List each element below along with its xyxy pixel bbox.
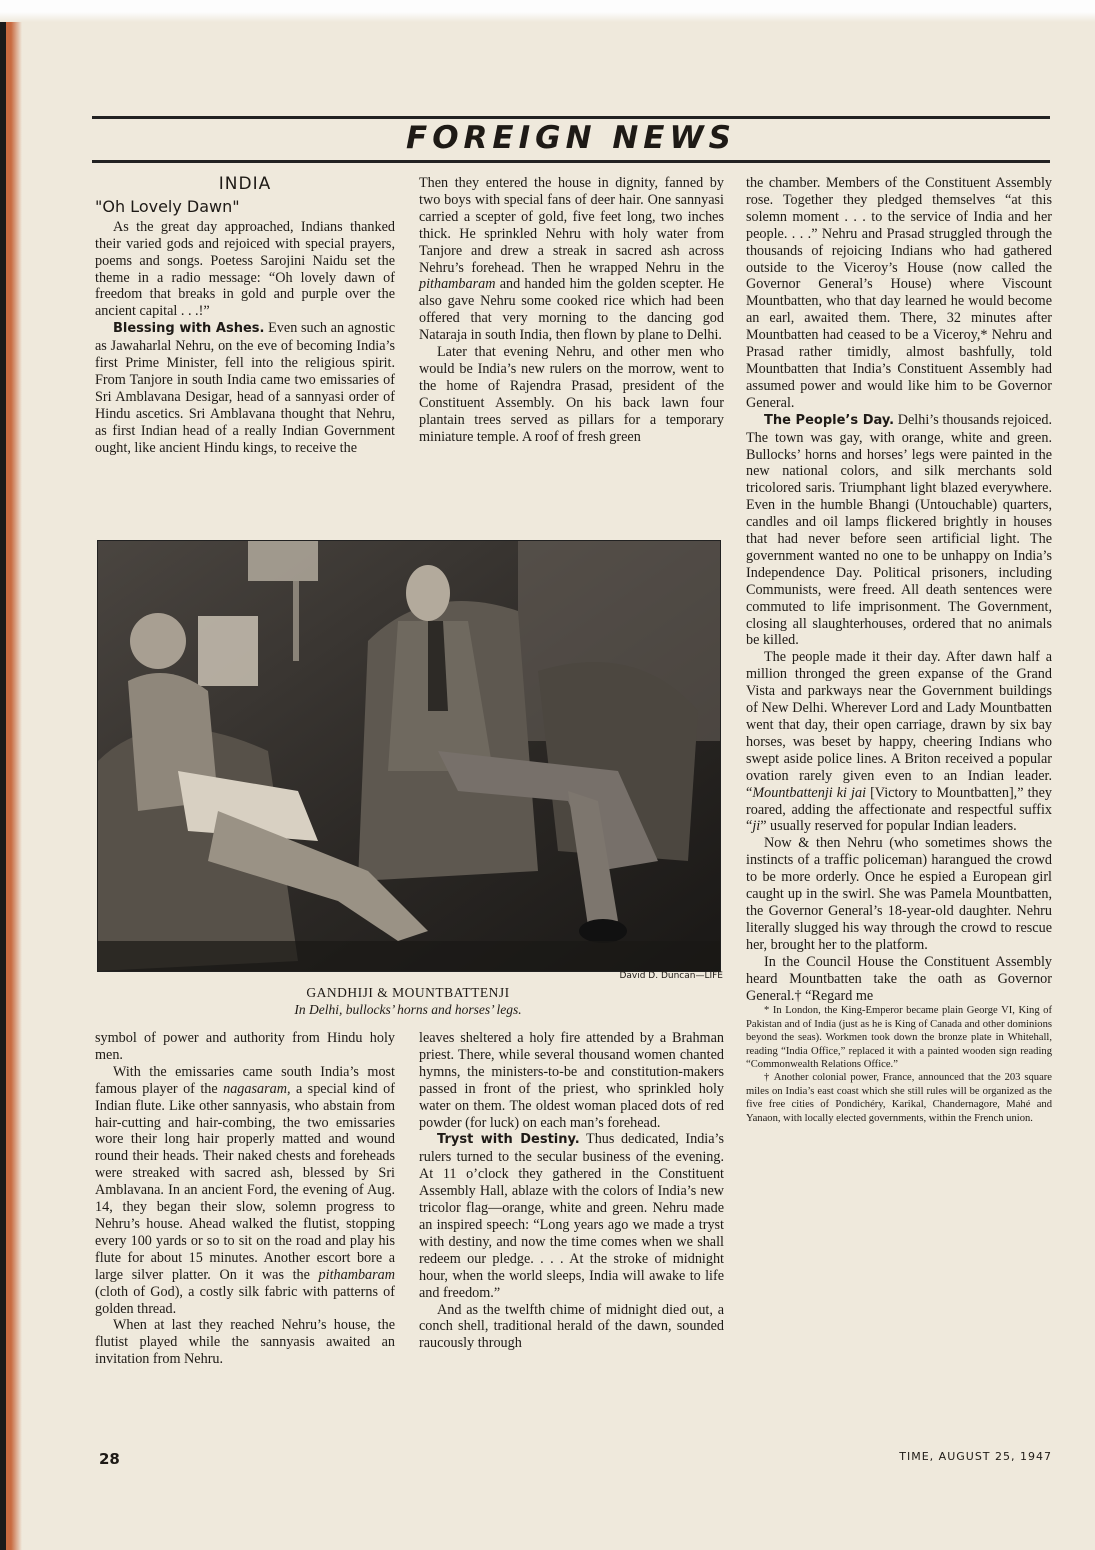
- paragraph-text: , a special kind of Indian flute. Like other sannyasis, who abstain from hair-cutting and hair-combing, the two emissaries wore their long hair properly matted and wound round their heads. Their naked chests and foreheads were streaked with sacred ash, blessed by Sri Amblavana. In an ancient Ford, the evening of Aug. 14, they began their slow, solemn progress to Nehru’s house. Ahead walked the flutist, stopping every 100 yards or so to sit on the road and play his flute for about 15 minutes. Another escort bore a large silver platter. On it was the: [95, 1080, 395, 1283]
- paragraph: [419, 1131, 724, 1301]
- italic-term: ji: [752, 818, 761, 835]
- photo-caption-text: In Delhi, bullocks’ horns and horses’ legs.: [294, 1002, 522, 1017]
- section-title: FOREIGN NEWS: [406, 120, 736, 156]
- italic-term: Mountbattenji ki jai: [752, 784, 867, 801]
- column-2-top: [419, 175, 724, 446]
- publication-footer: TIME, AUGUST 25, 1947: [899, 1450, 1052, 1463]
- paragraph: [419, 175, 724, 344]
- page-number: 28: [99, 1450, 120, 1468]
- country-heading: INDIA: [218, 174, 272, 194]
- paragraph: symbol of power and authority from Hindu holy men.: [95, 1030, 395, 1063]
- subheading: The People’s Day.: [764, 412, 895, 428]
- paragraph-text: The people made it their day. After dawn half a million thronged the green expanse of the Grand Vista and parkways near the Government buildings of New Delhi. Wherever Lord and Lady Mountbatten went that day, their open carriage, drawn by six bay horses, was beset by happy, cheering Indians who swept aside police lines. A Briton received a popular ovation rarely given even to an Indian leader. “: [746, 649, 1052, 801]
- column-1-bottom: [95, 1030, 395, 1368]
- paragraph: the chamber. Members of the Constituent Assembly rose. Together they pledged themselves “at this solemn moment . . . to the service of India and her people. . . .” Nehru and Prasad struggled through the thousands of rejoicing Indians who had gathered outside to the Viceroy’s House (now called the Governor General’s House) where Viscount Mountbatten, who that day learned he would become an earl, awaited them. There, 32 minutes after Mountbatten had ceased to be a Viceroy,* Nehru and Prasad rather timidly, almost bashfully, told Mountbatten that India’s Constituent Assembly had assumed power and would like him to be Governor General.: [746, 175, 1052, 411]
- paragraph: [95, 320, 395, 456]
- paragraph: And as the twelfth chime of midnight died out, a conch shell, traditional herald of the dawn, sounded raucously through: [419, 1301, 724, 1352]
- page-edge-top: [0, 0, 1095, 22]
- paragraph: When at last they reached Nehru’s house, the flutist played while the sannyasis awaited an invitation from Nehru.: [95, 1317, 395, 1368]
- subheading: Blessing with Ashes.: [113, 321, 265, 337]
- column-2-bottom: [419, 1030, 724, 1352]
- italic-term: nagasaram: [223, 1080, 287, 1097]
- paragraph: Later that evening Nehru, and other men who would be India’s new rulers on the morrow, went to the home of Rajendra Prasad, president of the Constituent Assembly. On his back lawn four plantain trees served as pillars for a temporary miniature temple. A roof of fresh green: [419, 344, 724, 445]
- paragraph-text: and handed him the golden scepter. He also gave Nehru some cooked rice which had been offered that very morning to the dancing god Nataraja in south India, then flown by plane to Delhi.: [419, 276, 724, 344]
- paragraph-text: With the emissaries came south India’s most famous player of the: [95, 1063, 395, 1097]
- paragraph: As the great day approached, Indians thanked their varied gods and rejoiced with special prayers, poems and songs. Poetess Sarojini Naidu set the theme in a radio message: “Oh lovely dawn of freedom that breaks in gold and purple over the ancient capital . . .!”: [95, 218, 395, 320]
- paragraph: Now & then Nehru (who sometimes shows the instincts of a traffic policeman) harangued the crowd to be more orderly. Once he espied a European girl caught up in the swirl. She was Pamela Mountbatten, the Governor General’s 18-year-old daughter. Nehru literally slugged his way through the crowd to rescue her, brought her to the platform.: [746, 835, 1052, 953]
- paragraph-text: Thus dedicated, India’s rulers turned to the secular business of the evening. At 11 o’clock they gathered in the Constituent Assembly Hall, ablaze with the colors of India’s new tricolor flag—orange, white and green. Nehru made an inspired speech: “Long years ago we made a tryst with destiny, and now the time comes when we shall redeem our pledge. . . . At the stroke of midnight hour, when the world sleeps, India will awake to life and freedom.”: [419, 1131, 724, 1301]
- paragraph: leaves sheltered a holy fire attended by a Brahman priest. There, while several thousand women chanted hymns, the ministers-to-be and constitution-makers passed in front of the priest, who sprinkled holy water on them. The oldest woman placed dots of red powder (for luck) on each man’s forehead.: [419, 1030, 724, 1131]
- photo-caption-title: GANDHIJI & MOUNTBATTENJI: [306, 985, 510, 1000]
- photo-illustration: [98, 541, 720, 971]
- italic-term: pithambaram: [419, 276, 496, 293]
- paragraph-text: Even such an agnostic as Jawaharlal Nehru, on the eve of becoming India’s first Prime Minister, fell into the religious spirit. From Tanjore in south India came two emissaries of Sri Amblavana Desigar, head of a sannyasi order of Hindu ascetics. Sri Amblavana thought that Nehru, as first Indian head of a really Indian Government ought, like ancient Hindu kings, to receive the: [95, 320, 395, 456]
- photo-credit: David D. Duncan—LIFE: [619, 971, 723, 981]
- photograph: [97, 540, 721, 972]
- paragraph-text: Then they entered the house in dignity, fanned by two boys with special fans of deer hair. One sannyasi carried a scepter of gold, five feet long, two inches thick. He sprinkled Nehru with holy water from Tanjore and drew a streak in sacred ash across Nehru’s forehead. Then he wrapped Nehru in the: [419, 175, 724, 276]
- paragraph-text: [Victory to Mountbatten],” they roared, adding the affectionate and respectful suffix “: [746, 784, 1052, 835]
- italic-term: pithambaram: [318, 1266, 395, 1283]
- header-rule-bottom: [92, 160, 1050, 163]
- paragraph-text: ” usually reserved for popular Indian leaders.: [760, 818, 1017, 835]
- article-headline: "Oh Lovely Dawn": [95, 196, 240, 216]
- footnote: † Another colonial power, France, announced that the 203 square miles on India’s east coast which she still rules will be organized as the five free cities of Pondichéry, Karikal, Chandernagore, Mahé and Yanaon, with locally elected governments, within the French union.: [746, 1072, 1052, 1124]
- paragraph-text: Delhi’s thousands rejoiced. The town was gay, with orange, white and green. Bullocks’ horns and horses’ legs were painted in the new national colors, and silk merchants sold tricolored saris. Triumphant light blazed everywhere. Even in the humble Bhangi (Untouchable) quarters, candles and oil lamps flickered brightly in houses that had never before seen artificial light. The government wanted no one to be unhappy on India’s Independence Day. Political prisoners, including Communists, were freed. All death sentences were commuted to life imprisonment. The Government, closing all slaughterhouses, ordered that no animals be killed.: [746, 411, 1053, 649]
- column-3: [746, 175, 1052, 1125]
- paragraph: [95, 1064, 395, 1318]
- paragraph: [746, 649, 1052, 835]
- footnote: * In London, the King-Emperor became plain George VI, King of Pakistan and of India (just as he is King of Canada and other dominions beyond the seas). Workmen took down the bronze plate in Whitehall, reading “India Office,” replaced it with a painted wooden sign reading “Commonwealth Relations Office.”: [746, 1005, 1052, 1071]
- subheading: Tryst with Destiny.: [437, 1132, 580, 1148]
- paragraph: [746, 412, 1052, 650]
- column-1-top: [95, 175, 395, 457]
- page-edge-left: [0, 0, 22, 1550]
- paragraph-text: (cloth of God), a costly silk fabric with patterns of golden thread.: [95, 1283, 395, 1317]
- paragraph: In the Council House the Constituent Assembly heard Mountbatten take the oath as Governor General.† “Regard me: [746, 953, 1052, 1004]
